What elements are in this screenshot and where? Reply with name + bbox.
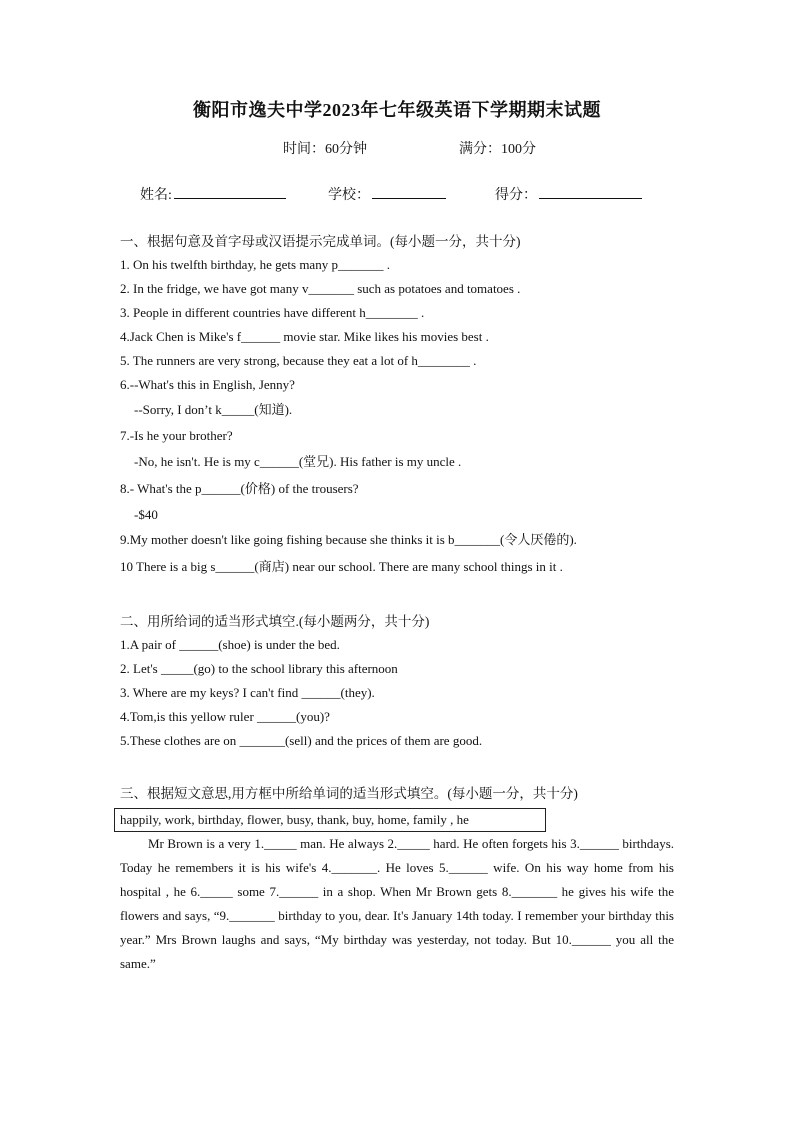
section1-question: 3. People in different countries have different h________ . [120,305,425,320]
section1-question: -$40 [134,507,158,522]
cloze-passage [120,832,674,976]
exam-time: 时间：60分钟 [283,142,367,157]
passage-text: Mr Brown is a very 1._____ man. He always 2._____ hard. He often forgets his 3.______ birthdays. Today he remembers it is his wife's 4._______. He loves 5.______ wife. On his way home from his hospital , he 6._____ some 7.______ in a shop. When Mr Brown gets 8._______ he gives his wife the flowers and says, “9._______ birthday to you, dear. It's January 14th today. I remember your birthday this year.” Mrs Brown laughs and says, “My birthday was yesterday, not today. But 10.______ you all the same.” [120,836,674,971]
word-bank-box: happily, work, birthday, flower, busy, thank, buy, home, family , he [114,808,546,832]
exam-full-score: 满分：100分 [459,142,536,157]
section1-question: 8.- What's the p______(价格) of the trousers? [120,481,359,496]
name-field [140,184,286,204]
section1-question: 7.-Is he your brother? [120,428,233,443]
section1-question: 9.My mother doesn't like going fishing because she thinks it is b_______(令人厌倦的). [120,532,577,547]
score-blank[interactable] [539,184,642,199]
section2-heading: 二、用所给词的适当形式填空.(每小题两分，共十分) [120,614,430,629]
section2-question: 5.These clothes are on _______(sell) and the prices of them are good. [120,733,483,748]
section2-question: 3. Where are my keys? I can't find ______(they). [120,685,375,700]
section1-question: 5. The runners are very strong, because they eat a lot of h________ . [120,353,477,368]
section2-question: 4.Tom,is this yellow ruler ______(you)? [120,709,330,724]
section1-question: 6.--What's this in English, Jenny? [120,377,295,392]
page-title: 衡阳市逸夫中学2023年七年级英语下学期期末试题 [193,100,601,120]
section1-question: 10 There is a big s______(商店) near our school. There are many school things in it . [120,559,563,574]
section2-question: 1.A pair of ______(shoe) is under the bed. [120,637,340,652]
section3-heading: 三、根据短文意思,用方框中所给单词的适当形式填空。(每小题一分，共十分) [120,786,578,801]
school-label: 学校： [328,188,370,203]
score-label: 得分： [495,188,537,203]
section1-question: --Sorry, I don’t k_____(知道). [134,402,293,417]
section1-question: -No, he isn't. He is my c______(堂兄). His father is my uncle . [134,454,462,469]
name-label: 姓名: [140,188,172,203]
section1-question: 4.Jack Chen is Mike's f______ movie star. Mike likes his movies best . [120,329,489,344]
school-blank[interactable] [372,184,446,199]
name-blank[interactable] [174,184,286,199]
section1-heading: 一、根据句意及首字母或汉语提示完成单词。(每小题一分，共十分) [120,234,521,249]
score-field [495,184,642,204]
section1-question: 1. On his twelfth birthday, he gets many p_______ . [120,257,390,272]
section1-question: 2. In the fridge, we have got many v_______ such as potatoes and tomatoes . [120,281,521,296]
section2-question: 2. Let's _____(go) to the school library this afternoon [120,661,398,676]
school-field [328,184,446,204]
